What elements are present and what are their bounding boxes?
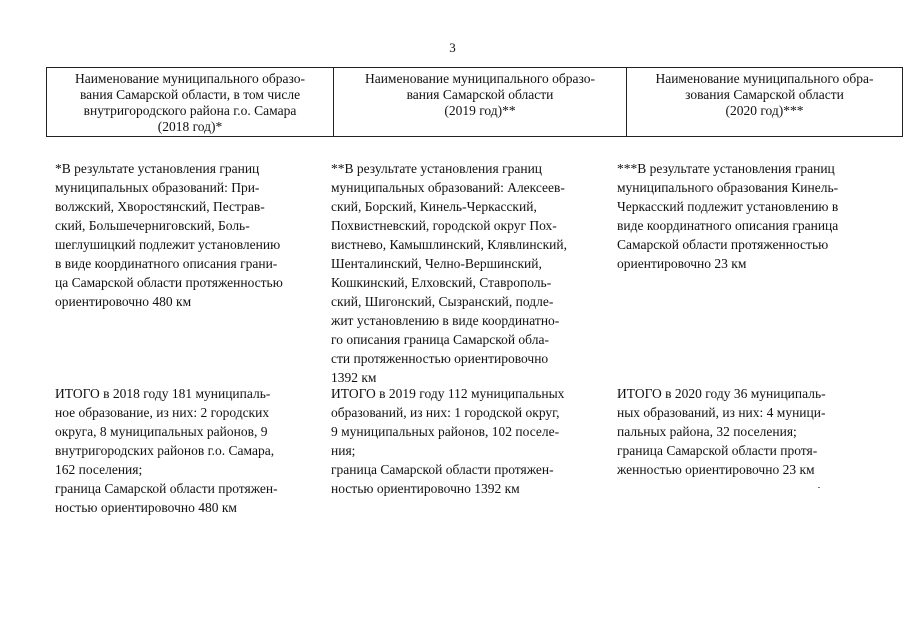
total-2020: ИТОГО в 2020 году 36 муниципаль- ных образований, из них: 4 муници- пальных района, 32 поселения; граница Самарской области протя- женностью ориентировочно 23 км	[617, 386, 826, 477]
header-row	[47, 68, 903, 137]
header-cell-2018: Наименование муниципального образо- вания Самарской области, в том числе внутригородского района г.о. Самара (2018 год)*	[47, 68, 334, 137]
header-cell-2020: Наименование муниципального обра- зования Самарской области (2020 год)***	[627, 68, 903, 137]
note-2019: **В результате установления границ муниципальных образований: Алексеев- ский, Борский, Кинель-Черкасский, Похвистневский, городской округ Пох- вистнево, Камышлинский, Клявлинский, Шенталинский, Челно-Вершинский, Кошкинский, Елховский, Ставрополь- ский, Шигонский, Сызранский, подле- жит установлению в виде координатно- го описания граница Самарской обла- сти протяженностью ориентировочно 1392 км	[331, 161, 567, 385]
total-2018: ИТОГО в 2018 году 181 муниципаль- ное образование, из них: 2 городских округа, 8 муниципальных районов, 9 внутригородских районов г.о. Самара, 162 поселения; граница Самарской области протяжен- ностью ориентировочно 480 км	[55, 386, 278, 515]
header-cell-2019: Наименование муниципального образо- вания Самарской области (2019 год)**	[334, 68, 627, 137]
note-2018: *В результате установления границ муниципальных образований: При- волжский, Хворостянский, Пестрав- ский, Большечерниговский, Боль- шеглушицкий подлежит установлению в виде координатного описания грани- ца Самарской области протяженностью ориентировочно 480 км	[55, 161, 283, 309]
note-2020: ***В результате установления границ муниципального образования Кинель- Черкасский подлежит установлению в виде координатного описания граница Самарской области протяженностью ориентировочно 23 км	[617, 161, 839, 271]
scan-artifact	[818, 487, 820, 488]
page-number: 3	[449, 40, 456, 55]
total-2019: ИТОГО в 2019 году 112 муниципальных образований, из них: 1 городской округ, 9 муниципальных районов, 102 поселе- ния; граница Самарской области протяжен- ностью ориентировочно 1392 км	[331, 386, 565, 496]
header-table	[46, 67, 903, 137]
